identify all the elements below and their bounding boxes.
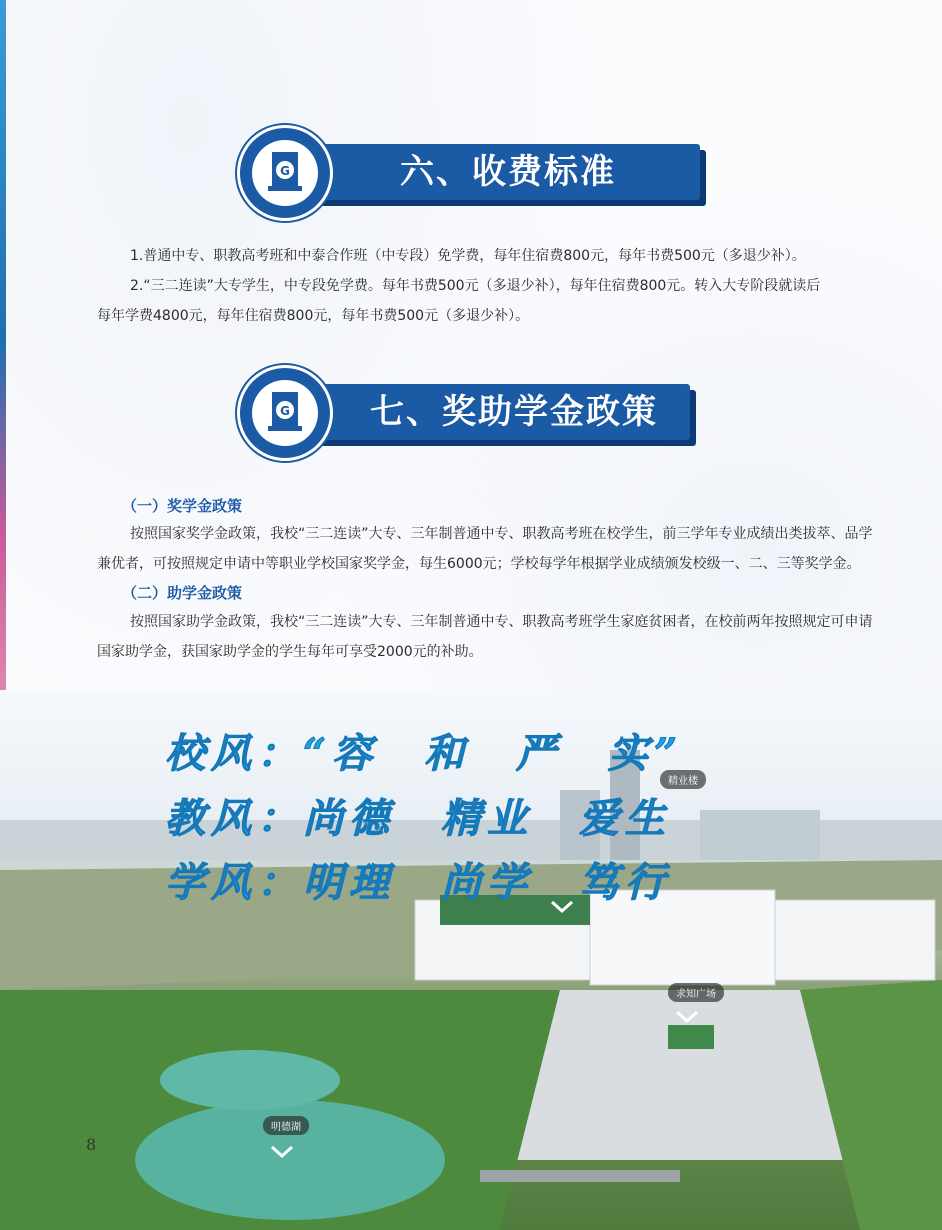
scholarship-line-2: 兼优者，可按照规定申请中等职业学校国家奖学金，每生6000元；学校每学年根据学业成绩颁发校级一、二、三等奖学金。 (97, 556, 861, 572)
grant-line-2: 国家助学金，获国家助学金的学生每年可享受2000元的补助。 (97, 644, 483, 660)
map-tag-lake[interactable]: 明德湖 (263, 1116, 309, 1135)
seal-emblem-icon (240, 368, 330, 458)
school-seal-icon (240, 128, 330, 218)
svg-text:G: G (280, 164, 290, 178)
section-title-scholarship: 七、奖助学金政策 (370, 392, 658, 432)
seal-emblem-icon (240, 128, 330, 218)
chevron-down-icon[interactable] (270, 1145, 294, 1159)
motto-study-spirit: 学风：明理 尚学 笃行 (165, 859, 671, 906)
fees-line-1: 1.普通中专、职教高考班和中泰合作班（中专段）免学费，每年住宿费800元，每年书费500元（多退少补）。 (130, 248, 806, 264)
fees-line-3: 每年学费4800元，每年住宿费800元，每年书费500元（多退少补）。 (97, 308, 530, 324)
grant-subheading: （二）助学金政策 (122, 584, 243, 602)
chevron-down-icon[interactable] (675, 1010, 699, 1024)
scholarship-subheading: （一）奖学金政策 (122, 497, 243, 515)
school-seal-icon (240, 368, 330, 458)
page-number: 8 (86, 1135, 97, 1154)
motto-school-spirit: 校风：“容 和 严 实” (165, 730, 684, 777)
motto-teaching-spirit: 教风：尚德 精业 爱生 (165, 795, 671, 842)
fees-line-2: 2.“三二连读”大专学生，中专段免学费。每年书费500元（多退少补），每年住宿费800元。转入大专阶段就读后 (130, 278, 821, 294)
map-tag-plaza[interactable]: 求知广场 (668, 983, 724, 1002)
grant-line-1: 按照国家助学金政策，我校“三二连读”大专、三年制普通中专、职教高考班学生家庭贫困者，在校前两年按照规定可申请 (130, 614, 873, 630)
section-header-fees (240, 128, 710, 218)
map-tag-building[interactable]: 精业楼 (660, 770, 706, 789)
scholarship-line-1: 按照国家奖学金政策，我校“三二连读”大专、三年制普通中专、职教高考班在校学生，前三学年专业成绩出类拔萃、品学 (130, 526, 873, 542)
section-header-scholarship (240, 368, 700, 458)
section-title-fees: 六、收费标准 (400, 152, 616, 192)
page-edge-stripe (0, 0, 6, 760)
svg-text:G: G (280, 404, 290, 418)
